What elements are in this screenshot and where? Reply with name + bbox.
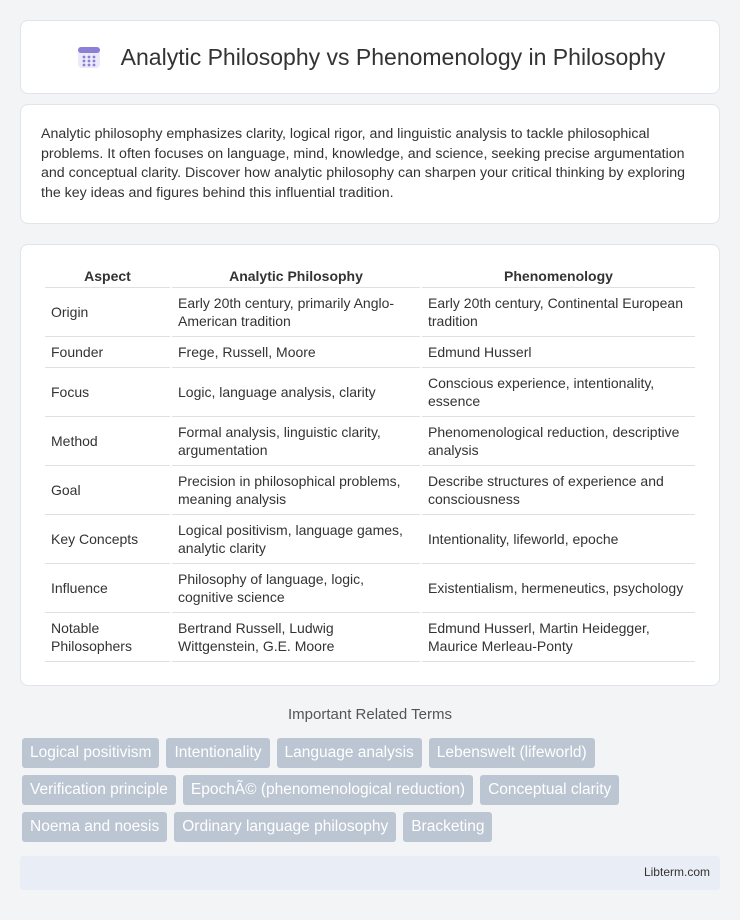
table-row [45,613,695,662]
row-phenomenology: Phenomenological reduction, descriptive analysis [422,417,695,466]
related-term-tag[interactable]: Verification principle [22,775,176,805]
row-analytic: Early 20th century, primarily Anglo-American tradition [172,288,420,337]
row-phenomenology: Intentionality, lifeworld, epoche [422,515,695,564]
related-terms-list [22,738,722,849]
table-row [45,337,695,368]
row-aspect: Key Concepts [45,515,170,564]
row-phenomenology: Edmund Husserl [422,337,695,368]
related-term-tag[interactable]: Ordinary language philosophy [174,812,396,842]
row-aspect: Method [45,417,170,466]
row-phenomenology: Existentialism, hermeneutics, psychology [422,564,695,613]
related-term-tag[interactable]: Lebenswelt (lifeworld) [429,738,595,768]
column-header-phenomenology: Phenomenology [422,263,695,288]
row-phenomenology: Early 20th century, Continental European tradition [422,288,695,337]
column-header-analytic: Analytic Philosophy [172,263,420,288]
related-term-tag[interactable]: EpochÃ© (phenomenological reduction) [183,775,473,805]
column-header-aspect: Aspect [45,263,170,288]
comparison-card [20,244,720,686]
row-analytic: Philosophy of language, logic, cognitive science [172,564,420,613]
title-card [20,20,720,94]
intro-text: Analytic philosophy emphasizes clarity, logical rigor, and linguistic analysis to tackle philosophical problems. It often focuses on language, mind, knowledge, and science, seeking precise argumentation and conceptual clarity. Discover how analytic philosophy can sharpen your critical thinking by exploring the key ideas and figures behind this influential tradition. [41,126,686,201]
table-row [45,515,695,564]
row-aspect: Origin [45,288,170,337]
related-term-tag[interactable]: Intentionality [166,738,269,768]
row-analytic: Bertrand Russell, Ludwig Wittgenstein, G.E. Moore [172,613,420,662]
footer-site-link[interactable]: Libterm.com [643,865,710,879]
related-term-tag[interactable]: Noema and noesis [22,812,167,842]
row-aspect: Influence [45,564,170,613]
calendar-grid-icon [75,43,103,71]
page-title: Analytic Philosophy vs Phenomenology in Philosophy [120,43,666,70]
footer [20,856,720,890]
row-aspect: Founder [45,337,170,368]
related-term-tag[interactable]: Logical positivism [22,738,159,768]
row-aspect: Focus [45,368,170,417]
row-analytic: Logical positivism, language games, analytic clarity [172,515,420,564]
table-row [45,288,695,337]
row-phenomenology: Edmund Husserl, Martin Heidegger, Maurice Merleau-Ponty [422,613,695,662]
row-phenomenology: Conscious experience, intentionality, essence [422,368,695,417]
table-row [45,417,695,466]
related-terms-title: Important Related Terms [288,706,452,723]
row-phenomenology: Describe structures of experience and consciousness [422,466,695,515]
row-analytic: Logic, language analysis, clarity [172,368,420,417]
comparison-table [43,263,697,662]
related-term-tag[interactable]: Conceptual clarity [480,775,619,805]
related-term-tag[interactable]: Language analysis [277,738,422,768]
row-aspect: Goal [45,466,170,515]
row-analytic: Precision in philosophical problems, meaning analysis [172,466,420,515]
row-analytic: Formal analysis, linguistic clarity, argumentation [172,417,420,466]
intro-card [20,104,720,224]
related-term-tag[interactable]: Bracketing [403,812,492,842]
row-aspect: Notable Philosophers [45,613,170,662]
row-analytic: Frege, Russell, Moore [172,337,420,368]
table-row [45,466,695,515]
table-row [45,368,695,417]
table-row [45,564,695,613]
